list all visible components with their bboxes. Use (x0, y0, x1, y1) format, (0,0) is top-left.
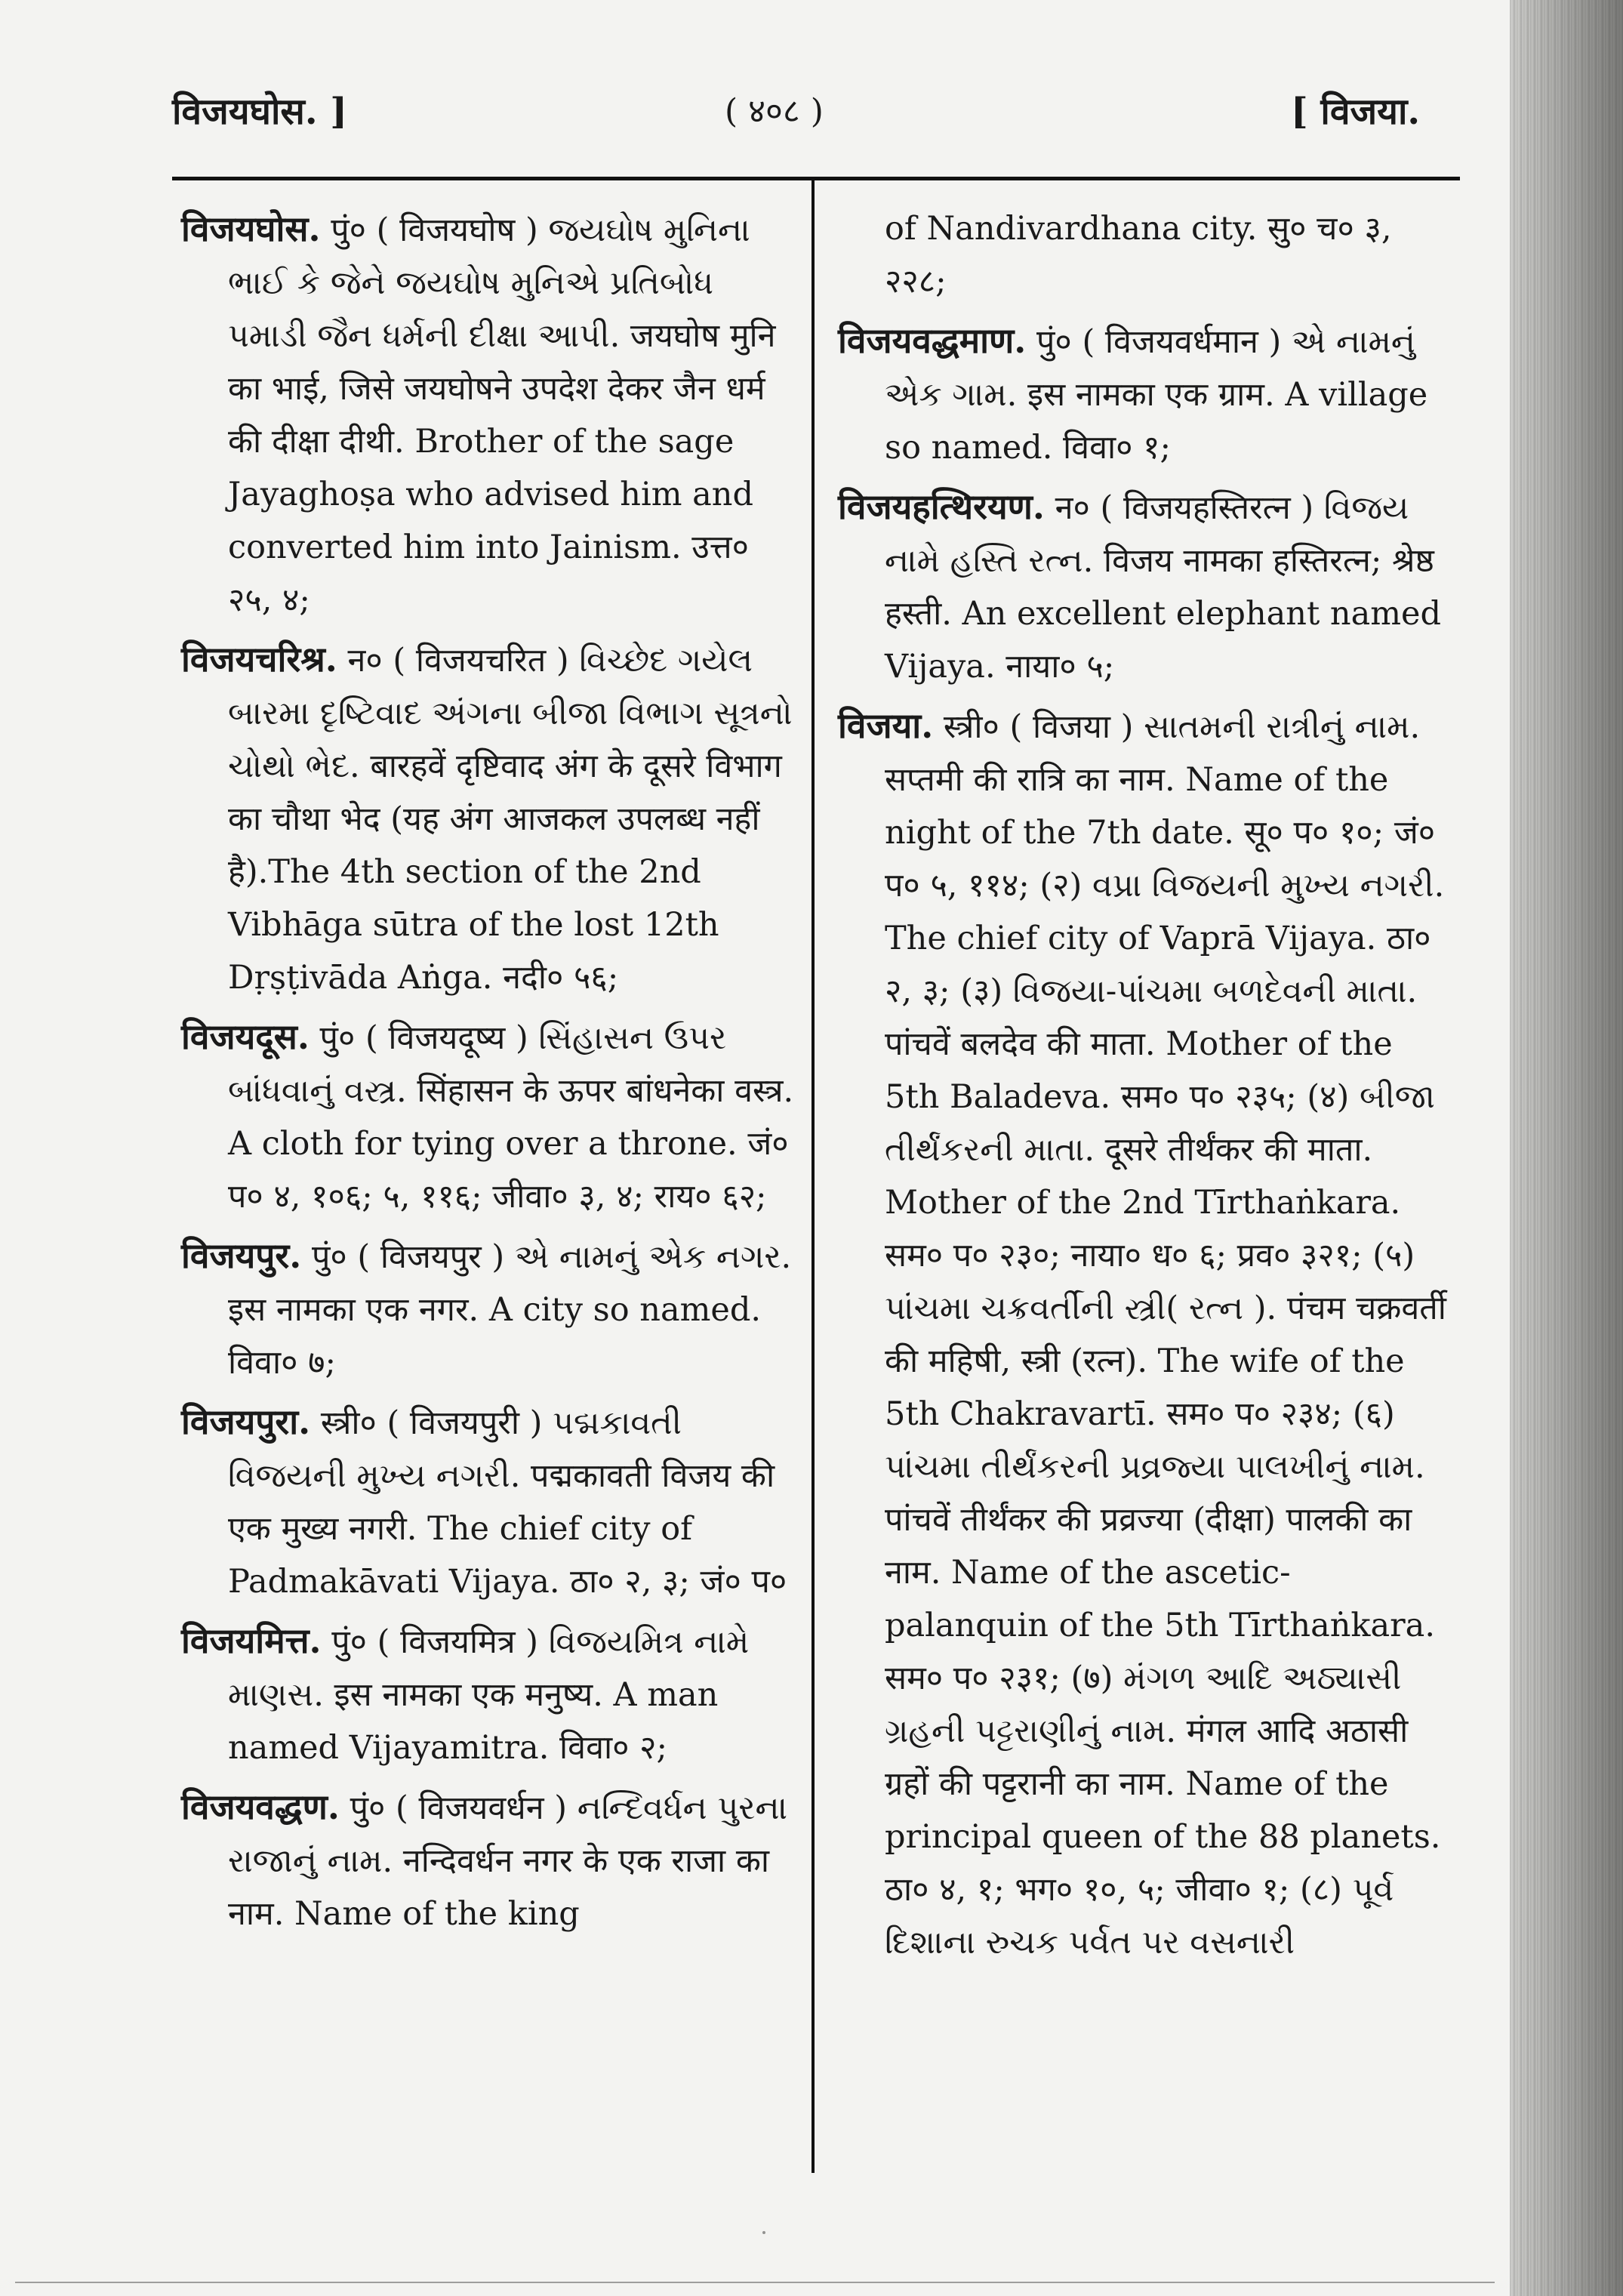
dictionary-entry (181, 202, 796, 627)
entry-headword: विजयदूस. (181, 1016, 310, 1057)
entry-headword: विजयवद्धण. (181, 1786, 340, 1827)
scanned-page-edge (1510, 0, 1623, 2296)
entry-definition: पुं० ( विजयदूष्य ) સિંહાસન ઉપર બાંધવાનું વસ્ત્ર. सिंहासन के ऊपर बांधनेका वस्त्र. A cloth for tying over a throne. जं० प० ४, १०६; ५, ११६; जीवा० ३, ४; राय० ६२; (228, 1019, 794, 1216)
dictionary-entry (181, 633, 796, 1004)
entry-headword: विजया. (838, 705, 934, 746)
dictionary-entry (181, 1395, 796, 1608)
right-column (838, 202, 1449, 1975)
entry-definition: पुं० ( विजयवर्धन ) નન્દિવર્ધન પુરના રાજાનું નામ. नन्दिवर्धन नगर के एक राजा का नाम. Name of the king (228, 1789, 788, 1933)
dictionary-entry (181, 1010, 796, 1223)
header-rule (172, 177, 1460, 180)
entry-definition: स्त्री० ( विजया ) સાતમની રાત્રીનું નામ. सप्तमी की रात्रि का नाम. Name of the night of the 7th date. सू० प० १०; जं० प० ५, ११४; (२) વપ્રા વિજયની મુખ્ય નગરી. The chief city of Vaprā Vijaya. ठा० २, ३; (३) વિજયા-પાંચમા બળદેવની માતા. पांचवें बलदेव की माता. Mother of the 5th Baladeva. सम० प० २३५; (४) બીજા તીર્થંકરની માતા. दूसरे तीर्थंकर की माता. Mother of the 2nd Tīrthaṅkara. सम० प० २३०; नाया० ध० ६; प्रव० ३२१; (५) પાંચમા ચક્રવર્તીની સ્ત્રી( રત્ન ). पंचम चक्रवर्ती की महिषी, स्त्री (रत्न). The wife of the 5th Chakravartī. सम० प० २३४; (६) પાંચમા તીર્થંકરની પ્રવ્રજ્યા પાલખીનું નામ. पांचवें तीर्थंकर की प्रव्रज्या (दीक्षा) पालकी का नाम. Name of the ascetic-palanquin of the 5th Tīrthaṅkara. सम० प० २३१; (७) મંગળ આદિ અઠ્યાસી ગ્રહની પટ્ટરાણીનું નામ. मंगल आदि अठासी ग्रहों की पट्टरानी का नाम. Name of the principal queen of the 88 planets. ठा० ४, १; भग० १०, ५; जीवा० १; (८) પૂર્વ દિશાના રુચક પર્વત પર વસનારી (885, 708, 1446, 1962)
entry-continuation: of Nandivardhana city. सु० च० ३, २२८; (885, 210, 1392, 300)
entry-definition: न० ( विजयचरित ) વિચ્છેદ ગયેલ બારમા દૃષ્ટિવાદ અંગના બીજા વિભાગ સૂત્રનો ચોથો ભેદ. बारहवें दृष्टिवाद अंग के दूसरे विभाग का चौथा भेद (यह अंग आजकल उपलब्ध नहीं है).The 4th section of the 2nd Vibhāga sūtra of the lost 12th Dṛṣṭivāda Aṅga. नदी० ५६; (228, 642, 793, 997)
entry-headword: विजयपुर. (181, 1235, 302, 1276)
entry-definition: स्त्री० ( विजयपुरी ) પદ્મકાવતી વિજયની મુખ્ય નગરી. पद्मकावती विजय की एक मुख्य नगरी. The chief city of Padmakāvati Vijaya. ठा० २, ३; जं० प० (228, 1404, 787, 1601)
entry-definition: पुं० ( विजयघोष ) જયઘોષ મુનિના ભાઈ કે જેને જયઘોષ મુનિએ પ્રતિબોધ પમાડી જૈન ધર્મની દીક્ષા આપી. जयघोष मुनि का भाई, जिसे जयघोषने उपदेश देकर जैन धर्म की दीक्षा दीथी. Brother of the sage Jayaghoṣa who advised him and converted him into Jainism. उत्त० २५, ४; (228, 211, 776, 619)
dictionary-entry (838, 314, 1449, 474)
entry-headword: विजयचरिश्र. (181, 639, 337, 680)
entry-definition: पुं० ( विजयवर्धमान ) એ નામનું એક ગામ. इस नामका एक ग्राम. A village so named. विवा० १; (885, 323, 1428, 467)
scan-speck (762, 2231, 765, 2234)
column-divider (812, 180, 815, 2173)
page-number: ( ४०८ ) (725, 92, 824, 131)
running-head-left: विजयघोस. ] (172, 91, 347, 133)
dictionary-entry (181, 1614, 796, 1774)
running-head-right: [ विजया. (1291, 91, 1421, 133)
entry-headword: विजयपुरा. (181, 1401, 311, 1442)
entry-headword: विजयहत्थिरयण. (838, 486, 1045, 527)
dictionary-entry (838, 699, 1449, 1969)
entry-definition: पुं० ( विजयपुर ) એ નામનું એક નગર. इस नामका एक नगर. A city so named. विवा० ७; (228, 1238, 792, 1382)
left-column (181, 202, 796, 1946)
scan-bottom-edge (15, 2282, 1495, 2283)
dictionary-entry (838, 480, 1449, 693)
entry-definition: पुं० ( विजयमित्र ) વિજયમિત્ર નામે માણસ. इस नामका एक मनुष्य. A man named Vijayamitra. विवा० २; (228, 1623, 750, 1767)
dictionary-entry (181, 1780, 796, 1940)
entry-definition: न० ( विजयहस्तिरत्न ) વિજય નામે હસ્તિ રત્ન. विजय नामका हस्तिरत्न; श्रेष्ठ हस्ती. An excellent elephant named Vijaya. नाया० ५; (885, 489, 1442, 686)
entry-headword: विजयघोस. (181, 208, 321, 249)
dictionary-entry (181, 1229, 796, 1389)
entry-headword: विजयमित्त. (181, 1620, 322, 1661)
entry-headword: विजयवद्धमाण. (838, 320, 1027, 361)
